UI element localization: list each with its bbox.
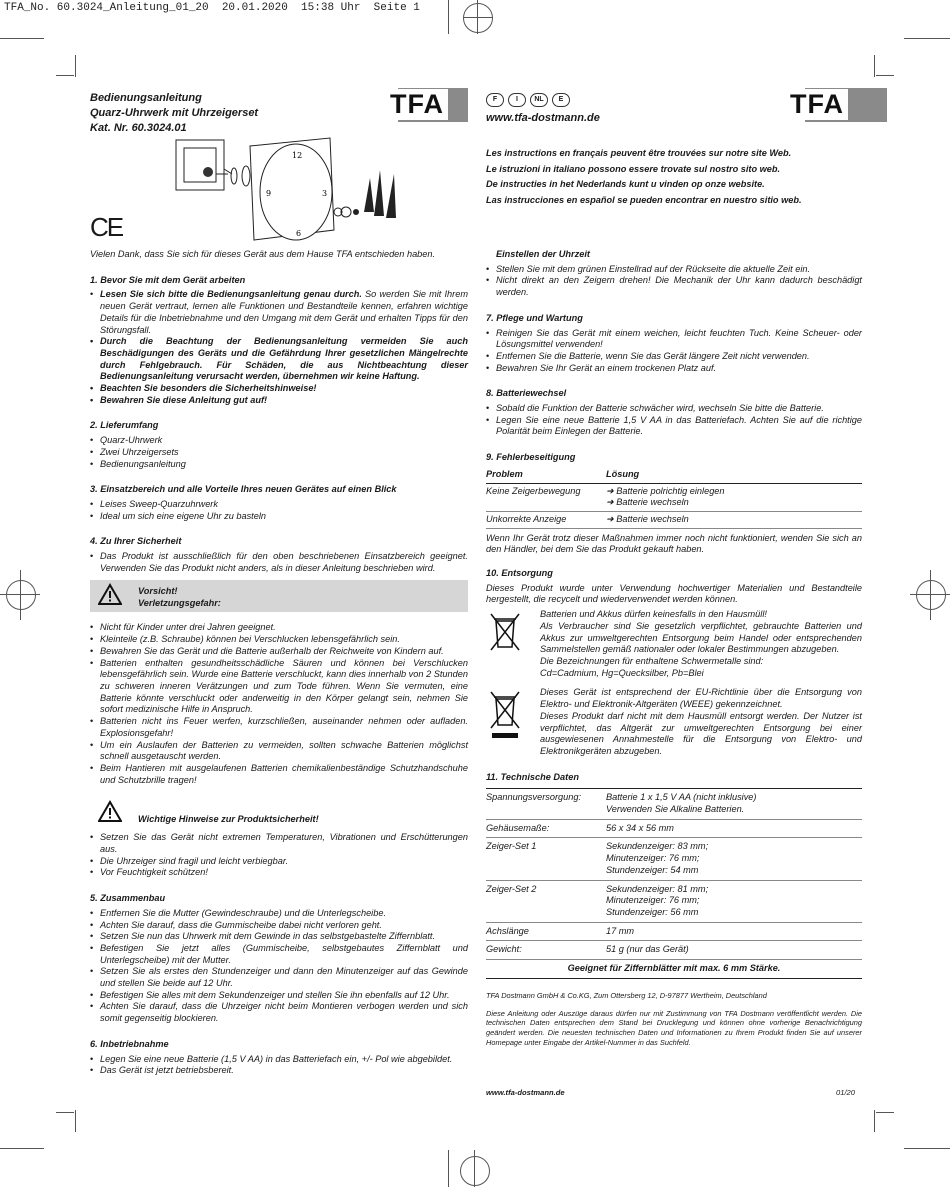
crop-mark [56, 1112, 74, 1113]
list-item: • Kleinteile (z.B. Schraube) können bei Verschlucken lebensgefährlich sein. [90, 634, 468, 646]
legal-text: Diese Anleitung oder Auszüge daraus dürfen nur mit Zustimmung von TFA Dostmann veröffentlicht werden. Die technischen Daten entsprechen dem Stand bei Drucklegung und können ohne vorherige Benachrichtigung geändert werden. Die neuesten technischen Daten und Informationen zu Ihrem Produkt finden Sie auf unserer Homepage unter Eingabe der Artikel-Nummer in das Suchfeld. [486, 1008, 862, 1047]
section-title: 10. Entsorgung [486, 568, 553, 579]
list-item: • Batterien enthalten gesundheitsschädliche Säuren und können bei Verschlucken lebensgefährlich sein. Wurde eine Batterie verschluckt, kann dies innerhalb von 2 Stunden zu schweren inneren Verätzungen und zum Tode führen. Wenn Sie vermuten, eine Batterie könnte verschluckt oder anderweitig in den Körper gelangt sein, nehmen Sie sofort medizinische Hilfe in Anspruch. [90, 658, 468, 717]
crop-mark [463, 17, 493, 18]
list-item: • Ideal um sich eine eigene Uhr zu basteln [90, 511, 468, 523]
left-column [90, 249, 468, 1077]
value-text: Stundenzeiger: 54 mm [606, 864, 699, 875]
website-link[interactable]: www.tfa-dostmann.de [486, 112, 600, 124]
list-item: • Legen Sie eine neue Batterie 1,5 V AA in das Batteriefach. Achten Sie auf die richtige Polarität beim Einlegen der Batterie. [486, 415, 862, 438]
warning-icon [98, 583, 122, 605]
svg-text:6: 6 [296, 229, 302, 238]
table-row [486, 960, 862, 979]
svg-text:9: 9 [266, 189, 272, 198]
list-item: • Nicht direkt an den Zeigern drehen! Die Mechanik der Uhr kann dadurch beschädigt werden. [486, 275, 862, 298]
table-cell: Keine Zeigerbewegung [486, 483, 606, 511]
list-item: • Stellen Sie mit dem grünen Einstellrad auf der Rückseite die aktuelle Zeit ein. [486, 264, 862, 276]
table-row [486, 483, 862, 511]
registration-mark [463, 3, 493, 33]
value-text: Minutenzeiger: 76 mm; [606, 895, 700, 906]
list-item: • Setzen Sie als erstes den Stundenzeiger und dann den Minutenzeiger auf das Gewinde und stellen Sie beide auf 12 Uhr. [90, 966, 468, 989]
table-cell: Gewicht: [486, 941, 606, 960]
table-cell: Achslänge [486, 922, 606, 941]
crop-mark [477, 0, 478, 34]
section-list [90, 551, 468, 574]
table-header-row [486, 467, 862, 483]
language-note: Las instrucciones en español se pueden encontrar en nuestro sitio web. [486, 194, 802, 205]
list-item: • Um ein Auslaufen der Batterien zu vermeiden, sollten schwache Batterien möglichst schnell ausgetauscht werden. [90, 740, 468, 763]
section-title: Einstellen der Uhrzeit [496, 249, 590, 259]
disposal-text: Dieses Gerät ist entsprechend der EU-Richtlinie über die Entsorgung von Elektro- und Elektronik-Altgeräten (WEEE) gekennzeichnet. [540, 687, 862, 710]
crop-mark [448, 1150, 449, 1187]
section-list [486, 403, 862, 438]
language-badge: NL [530, 93, 548, 107]
list-item: • Nicht für Kinder unter drei Jahren geeignet. [90, 622, 468, 634]
disposal-intro: Dieses Produkt wurde unter Verwendung hochwertiger Materialien und Bestandteile hergestellt, die recycelt und wiederverwendet werden können. [486, 582, 862, 605]
list-item: • Bewahren Sie das Gerät und die Batterie außerhalb der Reichweite von Kindern auf. [90, 646, 468, 658]
catalog-number: Kat. Nr. 60.3024.01 [90, 122, 187, 134]
section-list [90, 1054, 468, 1077]
warning-list [90, 622, 468, 786]
section-title: 4. Zu Ihrer Sicherheit [90, 536, 182, 547]
registration-mark [916, 580, 946, 610]
warning-box [90, 580, 468, 612]
crop-mark [20, 570, 21, 620]
list-item: • Reinigen Sie das Gerät mit einem weichen, leicht feuchten Tuch. Keine Scheuer- oder Lösungsmittel verwenden! [486, 328, 862, 351]
language-notes [486, 146, 802, 208]
crossed-bin-icon [488, 611, 522, 651]
svg-text:3: 3 [322, 189, 328, 198]
section-list [90, 908, 468, 1025]
company-address: TFA Dostmann GmbH & Co.KG, Zum Ottersberg 12, D-97877 Wertheim, Deutschland [486, 990, 767, 1000]
column-header: Problem [486, 467, 606, 483]
technical-data-table [486, 788, 862, 978]
safety-title: Wichtige Hinweise zur Produktsicherheit! [138, 814, 319, 825]
manual-title [90, 91, 258, 136]
table-cell: 51 g (nur das Gerät) [606, 941, 862, 960]
table-cell: Zeiger-Set 1 [486, 838, 606, 880]
troubleshooting-note: Wenn Ihr Gerät trotz dieser Maßnahmen immer noch nicht funktioniert, wenden Sie sich an den Händler, bei dem Sie das Produkt gekauft haben. [486, 532, 862, 555]
value-text: Sekundenzeiger: 81 mm; [606, 883, 709, 894]
crop-mark [874, 55, 875, 77]
value-text: Verwenden Sie Alkaline Batterien. [606, 804, 745, 815]
list-item: • Bedienungsanleitung [90, 459, 468, 471]
list-item: • Das Gerät ist jetzt betriebsbereit. [90, 1065, 468, 1077]
warning-title: Vorsicht! [138, 586, 178, 597]
list-item: • Setzen Sie das Gerät nicht extremen Temperaturen, Vibrationen und Erschütterungen aus. [90, 832, 468, 855]
value-text: Sekundenzeiger: 83 mm; [606, 841, 709, 852]
value-text: Batterie 1 x 1,5 V AA (nicht inklusive) [606, 792, 757, 803]
section-list [486, 264, 862, 299]
crop-mark [876, 1112, 894, 1113]
value-text: Stundenzeiger: 56 mm [606, 906, 699, 917]
table-row [486, 880, 862, 922]
registration-mark [460, 1156, 490, 1186]
list-item: • Durch die Beachtung der Bedienungsanleitung vermeiden Sie auch Beschädigungen des Geräts und die Gefährdung Ihrer gesetzlichen Mängelrechte durch Fehlgebrauch. Für Schäden, die aus Nichtbeachtung dieser Bedienungsanleitung verursacht werden, übernehmen wir keine Haftung. [90, 336, 468, 383]
table-row [486, 941, 862, 960]
section-title: 5. Zusammenbau [90, 893, 166, 904]
list-item: • Quarz-Uhrwerk [90, 435, 468, 447]
title-line: Bedienungsanleitung [90, 92, 202, 104]
list-item: • Bewahren Sie Ihr Gerät an einem trockenen Platz auf. [486, 363, 862, 375]
table-row [486, 789, 862, 819]
disposal-text: Dieses Produkt darf nicht mit dem Hausmüll entsorgt werden. Der Nutzer ist verpflichtet, das Altgerät zur umweltgerechten Entsorgung bei einer ausgewiesenen Annahmestelle für die Entsorgung von Elektro- und Elektronikgeräten abzugeben. [540, 710, 862, 756]
crop-mark [930, 570, 931, 620]
section-list [486, 328, 862, 375]
table-cell: 56 x 34 x 56 mm [606, 819, 862, 838]
language-badge: E [552, 93, 570, 107]
list-item: • Bewahren Sie diese Anleitung gut auf! [90, 395, 468, 407]
crop-mark [56, 75, 74, 76]
table-cell: Unkorrekte Anzeige [486, 511, 606, 528]
title-line: Quarz-Uhrwerk mit Uhrzeigerset [90, 107, 259, 119]
table-cell: Zeiger-Set 2 [486, 880, 606, 922]
table-cell [606, 838, 862, 880]
table-cell: ➜ Batterie wechseln [606, 511, 862, 528]
section-title: 11. Technische Daten [486, 771, 579, 782]
crop-mark [75, 55, 76, 77]
table-cell: 17 mm [606, 922, 862, 941]
language-badge: I [508, 93, 526, 107]
ce-mark: CE [90, 212, 123, 242]
solution-text: ➜ Batterie polrichtig einlegen [606, 485, 725, 496]
list-item: • Entfernen Sie die Mutter (Gewindeschraube) und die Unterlegscheibe. [90, 908, 468, 920]
battery-disposal [486, 609, 862, 679]
list-item: • Batterien nicht ins Feuer werfen, kurzschließen, auseinander nehmen oder aufladen. Explosionsgefahr! [90, 716, 468, 739]
registration-mark [6, 580, 36, 610]
table-cell [606, 483, 862, 511]
clock-kit-illustration [172, 134, 412, 244]
list-item: • Beim Hantieren mit ausgelaufenen Batterien chemikalienbeständige Schutzhandschuhe und Schutzbrille tragen! [90, 763, 468, 786]
list-item: • Achten Sie darauf, dass die Uhrzeiger nicht beim Montieren verbogen werden und sich somit gegenseitig blockieren. [90, 1001, 468, 1024]
crop-mark [474, 1150, 475, 1187]
list-item: • Entfernen Sie die Batterie, wenn Sie das Gerät längere Zeit nicht verwenden. [486, 351, 862, 363]
footer-date: 01/20 [836, 1088, 856, 1097]
list-item: • Vor Feuchtigkeit schützen! [90, 867, 468, 879]
column-header: Lösung [606, 467, 862, 483]
crop-mark [75, 1110, 76, 1132]
emphasis: Lesen Sie sich bitte die Bedienungsanleitung genau durch. [100, 289, 362, 300]
list-item [90, 289, 468, 336]
crop-mark [876, 75, 894, 76]
tfa-logo: TFA [386, 89, 448, 120]
weee-disposal [486, 687, 862, 757]
section-title: 3. Einsatzbereich und alle Vorteile Ihres neuen Gerätes auf einen Blick [90, 484, 397, 495]
list-item: • Leises Sweep-Quarzuhrwerk [90, 499, 468, 511]
warning-subtitle: Verletzungsgefahr: [138, 598, 221, 609]
table-row [486, 819, 862, 838]
safety-list [90, 832, 468, 879]
table-footer-cell: Geeignet für Ziffernblätter mit max. 6 mm Stärke. [486, 960, 862, 979]
section-title: 7. Pflege und Wartung [486, 312, 583, 323]
tfa-logo: TFA [786, 89, 848, 120]
table-row [486, 838, 862, 880]
language-note: Les instructions en français peuvent être trouvées sur notre site Web. [486, 148, 792, 158]
crop-mark [448, 0, 449, 34]
footer-website[interactable]: www.tfa-dostmann.de [486, 1088, 565, 1097]
disposal-text: Als Verbraucher sind Sie gesetzlich verpflichtet, gebrauchte Batterien und Akkus zur umweltgerechten Entsorgung beim Handel oder entsprechenden Sammelstellen gemäß nationaler oder lokaler Bestimmungen abzugeben. [540, 620, 862, 655]
right-column [486, 249, 862, 1047]
section-title: 6. Inbetriebnahme [90, 1038, 169, 1049]
list-item: • Das Produkt ist ausschließlich für den oben beschriebenen Einsatzbereich geeignet. Verwenden Sie das Produkt nicht anders, als in dieser Anleitung beschrieben wird. [90, 551, 468, 574]
crop-mark [874, 1110, 875, 1132]
troubleshooting-table [486, 467, 862, 529]
crop-mark [0, 38, 44, 39]
crop-mark [0, 1148, 44, 1149]
list-item: • Sobald die Funktion der Batterie schwächer wird, wechseln Sie bitte die Batterie. [486, 403, 862, 415]
section-title: 8. Batteriewechsel [486, 388, 567, 399]
warning-icon [98, 800, 122, 822]
list-item: • Die Uhrzeiger sind fragil und leicht verbiegbar. [90, 856, 468, 868]
list-item: • Befestigen Sie alles mit dem Sekundenzeiger und stellen Sie ihn ebenfalls auf 12 Uhr. [90, 990, 468, 1002]
print-header: TFA_No. 60.3024_Anleitung_01_20 20.01.2020 15:38 Uhr Seite 1 [4, 2, 420, 14]
table-row [486, 511, 862, 528]
section-title: 2. Lieferumfang [90, 420, 159, 431]
table-cell: Gehäusemaße: [486, 819, 606, 838]
table-row [486, 922, 862, 941]
disposal-text: Cd=Cadmium, Hg=Quecksilber, Pb=Blei [540, 667, 704, 678]
section-title: 1. Bevor Sie mit dem Gerät arbeiten [90, 274, 246, 285]
safety-heading [90, 800, 468, 830]
crop-mark [904, 38, 950, 39]
solution-text: ➜ Batterie wechseln [606, 497, 689, 508]
disposal-text: Batterien und Akkus dürfen keinesfalls in den Hausmüll! [540, 609, 767, 620]
language-badges [486, 93, 576, 109]
list-item: • Zwei Uhrzeigersets [90, 447, 468, 459]
section-list [90, 289, 468, 406]
table-cell [606, 789, 862, 819]
table-cell [606, 880, 862, 922]
disposal-text: Die Bezeichnungen für enthaltene Schwermetalle sind: [540, 655, 764, 666]
crop-mark [904, 1148, 950, 1149]
language-note: De instructies in het Nederlands kunt u vinden op onze website. [486, 179, 765, 189]
intro-text: Vielen Dank, dass Sie sich für dieses Gerät aus dem Hause TFA entschieden haben. [90, 249, 436, 259]
list-item: • Achten Sie darauf, dass die Gummischeibe dabei nicht verloren geht. [90, 920, 468, 932]
value-text: Minutenzeiger: 76 mm; [606, 853, 700, 864]
list-item: • Beachten Sie besonders die Sicherheitshinweise! [90, 383, 468, 395]
language-badge: F [486, 93, 504, 107]
section-list [90, 435, 468, 470]
section-list [90, 499, 468, 522]
weee-icon [488, 689, 522, 741]
table-cell: Spannungsversorgung: [486, 789, 606, 819]
list-item: • Befestigen Sie jetzt alles (Gummischeibe, selbstgebautes Ziffernblatt und Unterlegscheibe) mit der Mutter. [90, 943, 468, 966]
svg-text:12: 12 [292, 151, 303, 160]
section-title: 9. Fehlerbeseitigung [486, 452, 576, 463]
list-item-text: So werden Sie mit Ihrem neuen Gerät vertraut, lernen alle Funktionen und Bestandteile kennen, erfahren wichtige Details für die Inbetriebnahme und den Umgang mit dem Gerät und erhalten Tipps für den Störungsfall. [100, 289, 468, 335]
list-item: • Setzen Sie nun das Uhrwerk mit dem Gewinde in das selbstgebastelte Ziffernblatt. [90, 931, 468, 943]
list-item: • Legen Sie eine neue Batterie (1,5 V AA) in das Batteriefach ein, +/- Pol wie abgebildet. [90, 1054, 468, 1066]
language-note: Le istruzioni in italiano possono essere trovate sul nostro sito web. [486, 163, 781, 174]
